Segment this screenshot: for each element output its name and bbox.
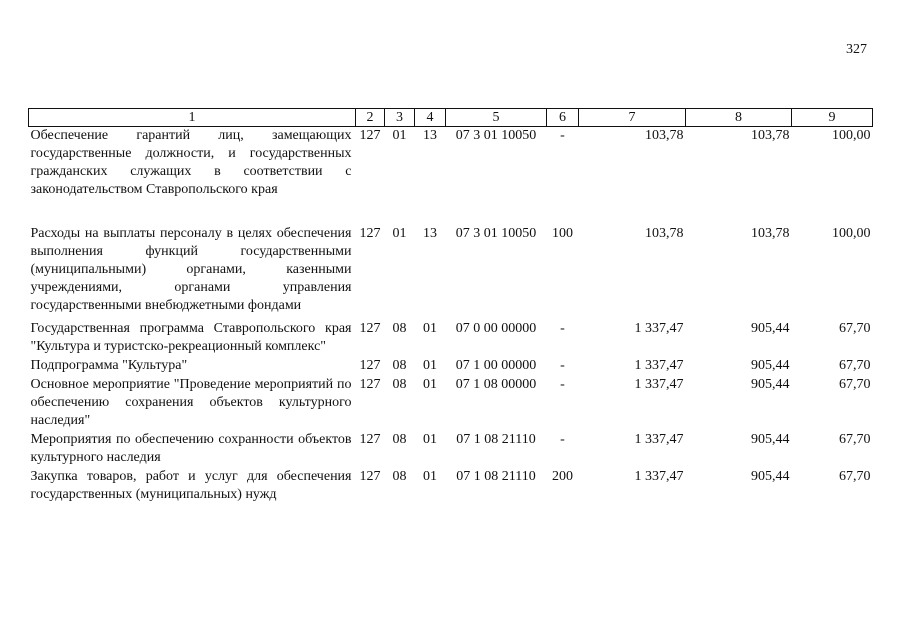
header-col-2: 2 [356,109,385,127]
row-expense-type: 100 [552,226,573,241]
table-row [29,376,873,431]
row-expense-type: - [560,358,565,373]
row-chapter: 127 [359,469,381,484]
row-target-item: 07 1 00 00000 [455,358,537,373]
header-col-4: 4 [415,109,446,127]
row-executed-amount: 905,44 [751,358,790,373]
row-section: 01 [392,226,407,241]
row-subsection: 13 [423,226,437,241]
row-section: 08 [392,321,407,336]
row-plan-amount: 1 337,47 [634,469,684,484]
table-row [29,320,873,357]
row-chapter: 127 [359,377,381,392]
budget-table [28,108,873,505]
header-col-9: 9 [792,109,873,127]
header-col-3: 3 [385,109,415,127]
row-section: 08 [392,377,407,392]
row-section: 01 [392,128,407,143]
row-chapter: 127 [359,358,381,373]
row-subsection: 01 [423,432,437,447]
row-plan-amount: 103,78 [645,226,684,241]
row-name: Закупка товаров, работ и услуг для обеспечения государственных (муниципальных) нужд [30,469,352,502]
row-percent: 67,70 [839,469,871,484]
row-name: Расходы на выплаты персоналу в целях обеспечения выполнения функций государственными (муниципальными) органами, казенными учреждениями, органами управления государственными внебюджетными фондами [30,226,352,313]
row-chapter: 127 [359,226,381,241]
row-subsection: 13 [423,128,437,143]
header-col-5: 5 [446,109,547,127]
page-number: 327 [846,42,867,57]
row-target-item: 07 3 01 10050 [455,226,537,241]
row-chapter: 127 [359,432,381,447]
row-plan-amount: 1 337,47 [634,377,684,392]
row-expense-type: - [560,128,565,143]
row-target-item: 07 1 08 21110 [456,432,536,447]
row-chapter: 127 [359,321,381,336]
row-plan-amount: 1 337,47 [634,358,684,373]
row-target-item: 07 3 01 10050 [455,128,537,143]
row-expense-type: - [560,377,565,392]
row-name: Подпрограмма "Культура" [30,358,188,373]
row-section: 08 [392,358,407,373]
row-expense-type: - [560,321,565,336]
row-subsection: 01 [423,358,437,373]
header-row [29,109,873,127]
row-executed-amount: 103,78 [751,226,790,241]
row-name: Мероприятия по обеспечению сохранности объектов культурного наследия [30,432,352,465]
row-target-item: 07 1 08 00000 [455,377,537,392]
header-col-1: 1 [29,109,356,127]
row-target-item: 07 0 00 00000 [455,321,537,336]
row-subsection: 01 [423,321,437,336]
row-subsection: 01 [423,377,437,392]
row-percent: 67,70 [839,321,871,336]
table-row [29,127,873,226]
table-row [29,357,873,376]
row-plan-amount: 1 337,47 [634,321,684,336]
row-section: 08 [392,432,407,447]
row-percent: 67,70 [839,432,871,447]
row-percent: 67,70 [839,377,871,392]
row-subsection: 01 [423,469,437,484]
table-row [29,468,873,505]
row-percent: 100,00 [832,226,871,241]
header-col-8: 8 [686,109,792,127]
row-executed-amount: 905,44 [751,321,790,336]
row-executed-amount: 103,78 [751,128,790,143]
row-percent: 100,00 [832,128,871,143]
row-plan-amount: 103,78 [645,128,684,143]
row-name: Государственная программа Ставропольского края "Культура и туристско-рекреационный комплекс" [30,321,352,354]
table-row [29,431,873,468]
row-executed-amount: 905,44 [751,432,790,447]
row-target-item: 07 1 08 21110 [456,469,536,484]
row-name: Основное мероприятие "Проведение мероприятий по обеспечению сохранения объектов культурного наследия" [30,377,352,428]
row-expense-type: - [560,432,565,447]
header-col-6: 6 [547,109,579,127]
row-name: Обеспечение гарантий лиц, замещающих государственные должности, и государственных гражданских служащих в соответствии с законодательством Ставропольского края [30,128,352,197]
row-expense-type: 200 [552,469,573,484]
row-percent: 67,70 [839,358,871,373]
row-plan-amount: 1 337,47 [634,432,684,447]
row-chapter: 127 [359,128,381,143]
row-section: 08 [392,469,407,484]
row-executed-amount: 905,44 [751,377,790,392]
table-row [29,225,873,320]
row-executed-amount: 905,44 [751,469,790,484]
header-col-7: 7 [579,109,686,127]
